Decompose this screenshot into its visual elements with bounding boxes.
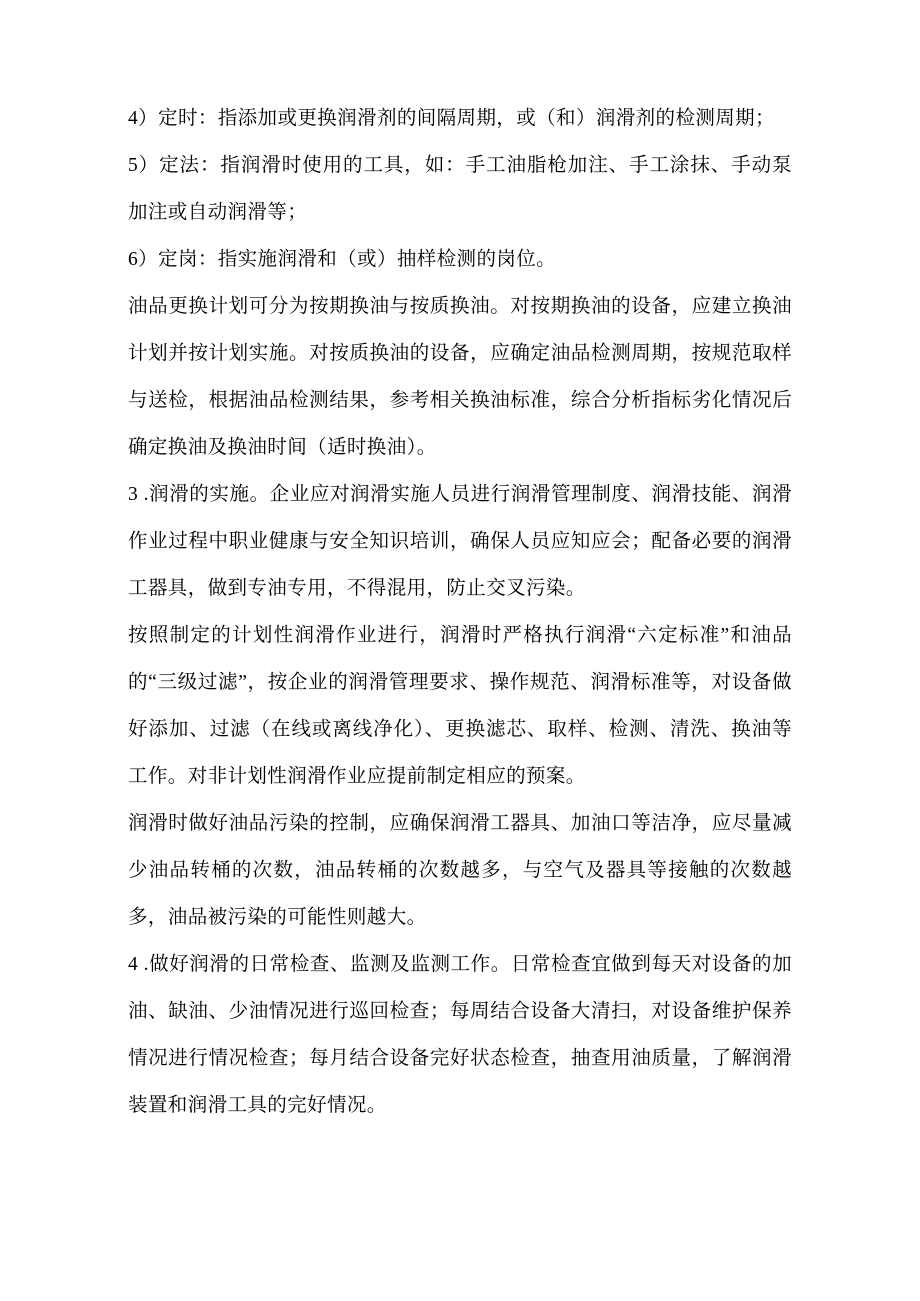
paragraph-5: 3 .润滑的实施。企业应对润滑实施人员进行润滑管理制度、润滑技能、润滑作业过程中职业健康与安全知识培训，确保人员应知应会；配备必要的润滑工器具，做到专油专用，不得混用，防止交叉污染。 bbox=[128, 484, 792, 599]
paragraph-7: 润滑时做好油品污染的控制，应确保润滑工器具、加油口等洁净，应尽量减少油品转桶的次数，油品转桶的次数越多，与空气及器具等接触的次数越多，油品被污染的可能性则越大。 bbox=[128, 813, 792, 928]
paragraph-1: 4）定时：指添加或更换润滑剂的间隔周期，或（和）润滑剂的检测周期； bbox=[128, 108, 775, 129]
paragraph-8: 4 .做好润滑的日常检查、监测及监测工作。日常检查宜做到每天对设备的加油、缺油、少油情况进行巡回检查；每周结合设备大清扫，对设备维护保养情况进行情况检查；每月结合设备完好状态检查，抽查用油质量，了解润滑装置和润滑工具的完好情况。 bbox=[128, 954, 792, 1116]
document-body bbox=[128, 95, 792, 1129]
paragraph-2: 5）定法：指润滑时使用的工具，如：手工油脂枪加注、手工涂抹、手动泵加注或自动润滑等； bbox=[128, 155, 792, 223]
paragraph-4: 油品更换计划可分为按期换油与按质换油。对按期换油的设备，应建立换油计划并按计划实施。对按质换油的设备，应确定油品检测周期，按规范取样与送检，根据油品检测结果，参考相关换油标准，综合分析指标劣化情况后确定换油及换油时间（适时换油）。 bbox=[128, 296, 792, 458]
paragraph-3: 6）定岗：指实施润滑和（或）抽样检测的岗位。 bbox=[128, 249, 557, 270]
paragraph-6: 按照制定的计划性润滑作业进行，润滑时严格执行润滑“六定标准”和油品的“三级过滤”，按企业的润滑管理要求、操作规范、润滑标准等，对设备做好添加、过滤（在线或离线净化）、更换滤芯、取样、检测、清洗、换油等工作。对非计划性润滑作业应提前制定相应的预案。 bbox=[128, 625, 792, 787]
